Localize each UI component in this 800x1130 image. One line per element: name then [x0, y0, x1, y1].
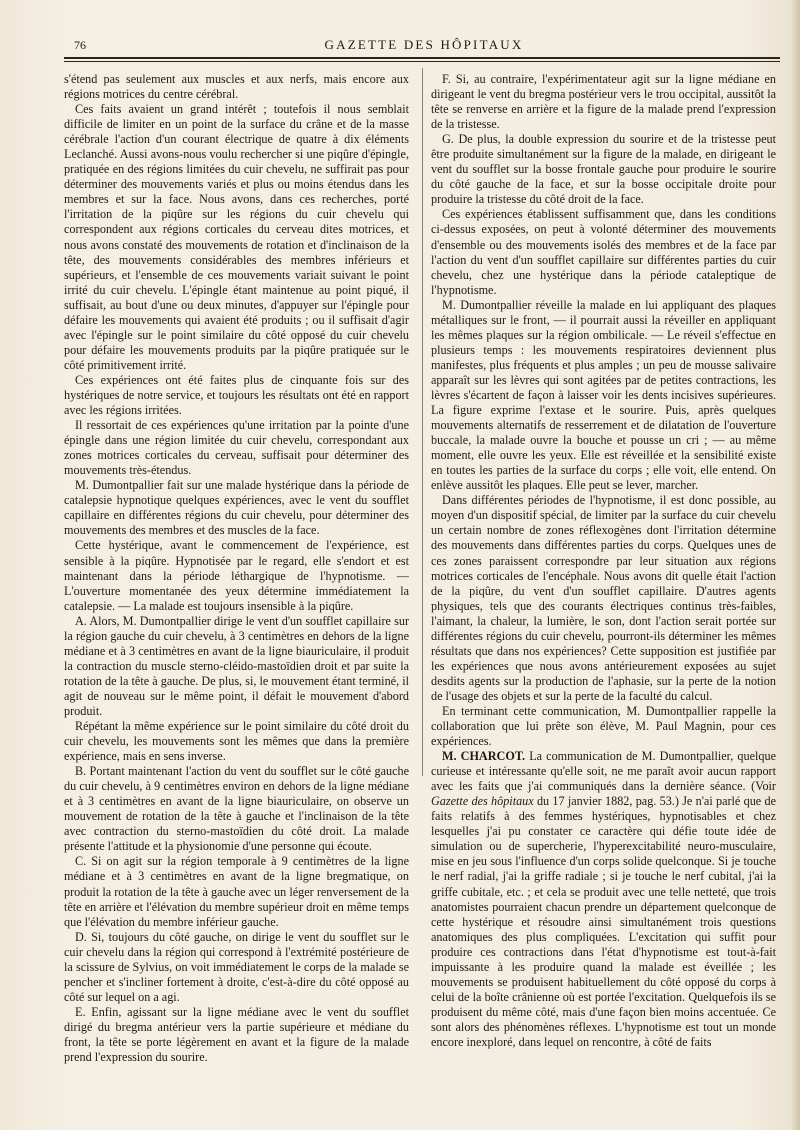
journal-reference: Gazette des hôpitaux: [431, 794, 534, 809]
paragraph: M. Dumontpallier fait sur une malade hystérique dans la période de catalepsie hypnotique quelques expériences, avec le vent du soufflet capillaire en différentes régions du cuir chevelu, pour déterminer des mouvements des membres et des muscles de la face.: [64, 478, 409, 538]
paragraph: D. Si, toujours du côté gauche, on dirige le vent du soufflet sur le cuir chevelu dans la région qui correspond à l'extrémité postérieure de la scissure de Sylvius, on voit immédiatement le corps de la malade se pencher et s'incliner fortement à droite, c'est-à-dire du côté opposé au côté sur lequel on a agi.: [64, 929, 409, 1004]
paragraph: Ces faits avaient un grand intérêt ; toutefois il nous semblait difficile de limiter en un point de la surface du crâne et de la masse cérébrale l'action d'un courant électrique de quatre à dix éléments Leclanché. Aussi avons-nous voulu rechercher si une piqûre d'épingle, pratiquée en des régions limitées du cuir chevelu, ne suffirait pas pour déterminer des mouvements variés et plus ou moins étendus dans les membres et sur la face. Nous avons, dans ces recherches, porté l'irritation de la piqûre sur les régions du cuir chevelu qui correspondent aux régions corticales du cerveau dites motrices, et nous avons constaté des mouvements de rotation et d'inclinaison de la tête, des mouvements considérables des membres inférieurs et supérieurs, et l'ensemble de ces mouvements variait suivant le point irrité du cuir chevelu. L'épingle étant maintenue au point piqué, il suffisait, au bout d'une ou deux minutes, d'appuyer sur l'épingle pour défaire les mouvements qui avaient été produits ; ou il suffisait d'agir avec l'épingle sur le point similaire du côté opposé du cuir chevelu pour défaire les mouvements produits par la piqûre pratiquée sur le côté primitivement irrité.: [64, 102, 409, 372]
right-column: [431, 72, 776, 1050]
header-rule-thick: [64, 57, 780, 59]
paragraph: Dans différentes périodes de l'hypnotisme, il est donc possible, au moyen d'un dispositif spécial, de limiter par la surface du cuir chevelu un certain nombre de zones réflexogènes dont l'irritation détermine des mouvements dans différentes parties du corps. Quelques unes de ces zones paraissent correspondre par leur situation aux régions motrices corticales de l'encéphale. Nous avons dit quelle était l'action de la piqûre, du vent d'un soufflet capillaire. D'autres agents physiques, tels que des courants électriques continus très-faibles, l'aimant, la chaleur, la lumière, le son, dont l'action serait portée sur différentes régions du cuir chevelu, pourront-ils déterminer les mêmes résultats que dans nos expériences? Cette supposition est justifiée par les expériences que nous avons antérieurement exposées au sujet desdits agents sur la production de l'aphasie, sur la perte de la notion de l'usage des objets et sur la perte de la faculté du calcul.: [431, 493, 776, 703]
paragraph: M. Dumontpallier réveille la malade en lui appliquant des plaques métalliques sur le front, — il pourrait aussi la réveiller en appliquant les mêmes plaques sur la région ombilicale. — Le réveil s'effectue en plusieurs temps : les mouvements respiratoires deviennent plus manifestes, plus fréquents et plus amples ; un peu de mousse salivaire apparaît sur les lèvres qui sont agitées par de petites contractions, les lèvres s'écartent de façon à laisser voir les dents incisives supérieures. La figure exprime l'extase et le sourire. Puis, après quelques mouvements alternatifs de resserrement et de dilatation de l'ouverture buccale, la malade ouvre la bouche et pousse un cri ; — au même moment, elle ouvre les yeux. Elle est réveillée et la sensibilité existe en toutes les parties de la surface du corps ; elle voit, elle entend. On enlève aussitôt les plaques. Elle peut se lever, marcher.: [431, 297, 776, 493]
left-column: [64, 72, 409, 1065]
paragraph: Il ressortait de ces expériences qu'une irritation par la pointe d'une épingle dans une région limitée du cuir chevelu, correspondant aux zones motrices corticales du cerveau, suffisait pour déterminer des mouvements très-étendus.: [64, 418, 409, 478]
paragraph: Répétant la même expérience sur le point similaire du côté droit du cuir chevelu, les mouvements sont les mêmes que dans la première expérience, mais en sens inverse.: [64, 719, 409, 764]
speaker-name: M. CHARCOT.: [442, 749, 526, 764]
page-header: [64, 36, 784, 58]
paragraph-text: du 17 janvier 1882, pag. 53.) Je n'ai parlé que de faits relatifs à des femmes hystériques, hypnotisables et chez lesquelles j'ai pu constater ce caractère qui défie toute idée de simulation ou de supercherie, l'hyperexcitabilité neuro-musculaire, mise en jeu sous l'influence d'un corps solide quelconque. Si je touche le nerf radial, j'ai la griffe radiale ; si je touche le nerf cubital, j'ai la griffe cubitale, etc. ; et cela se produit avec une telle netteté, que trois anatomistes pourraient chacun prendre un département quelconque de cette hystérique et résoudre ainsi simultanément trois questions anatomiques des plus compliquées. L'excitation qui suffit pour produire ces contractions dans l'état d'hypnotisme est tout-à-fait impuissante à les produire quand la malade est éveillée ; les mouvements se produisent habituellement du côté opposé du corps à celui de la boîte crânienne où est portée l'excitation. Quelquefois ils se produisent du même côté, mais d'une façon bien moins accentuée. Ce sont alors des phénomènes réflexes. L'hypnotisme est tout un monde encore inexploré, dans lequel on rencontre, à côté de faits: [431, 794, 776, 1049]
paragraph: s'étend pas seulement aux muscles et aux nerfs, mais encore aux régions motrices du centre cérébral.: [64, 72, 409, 102]
charcot-paragraph: [431, 749, 776, 1050]
paragraph: Ces expériences établissent suffisamment que, dans les conditions ci-dessus exposées, on peut à volonté déterminer des mouvements d'ensemble ou des mouvements isolés des membres et de la face par l'action du vent d'un soufflet capillaire sur différentes parties du cuir chevelu, chez une hystérique dans la période cataleptique de l'hypnotisme.: [431, 207, 776, 297]
header-rule-thin: [64, 61, 780, 62]
column-divider: [422, 68, 423, 776]
page-edge: [792, 0, 800, 1130]
paragraph: E. Enfin, agissant sur la ligne médiane avec le vent du soufflet dirigé du bregma antérieur vers la partie supérieure et médiane du front, la tête se porte légèrement en avant et la figure de la malade prend l'expression du sourire.: [64, 1004, 409, 1065]
page-number: 76: [74, 38, 86, 52]
paragraph: A. Alors, M. Dumontpallier dirige le vent d'un soufflet capillaire sur la région gauche du cuir chevelu, à 3 centimètres en dehors de la ligne médiane et à 3 centimètres en avant de la ligne biauriculaire, il produit la contraction du muscle sterno-cléido-mastoïdien droit et par suite la rotation de la tête à gauche. De plus, si, le mouvement étant terminé, il agit de nouveau sur le même point, il défait le mouvement d'abord produit.: [64, 613, 409, 718]
running-title: GAZETTE DES HÔPITAUX: [324, 37, 524, 52]
paragraph: Cette hystérique, avant le commencement de l'expérience, est sensible à la piqûre. Hypnotisée par le regard, elle s'endort et est maintenant dans la période léthargique de l'hypnotisme. — L'ouverture momentanée des yeux détermine immédiatement la catalepsie. — La malade est toujours insensible à la piqûre.: [64, 538, 409, 613]
paragraph-text: La communication de M. Dumontpallier, quelque curieuse et intéressante qu'elle soit, ne me paraît avoir aucun rapport avec les faits que j'ai communiqués dans la dernière séance. (Voir: [431, 749, 776, 794]
paragraph: Ces expériences ont été faites plus de cinquante fois sur des hystériques de notre service, et toujours les résultats ont été en rapport avec les régions irritées.: [64, 372, 409, 418]
paragraph: G. De plus, la double expression du sourire et de la tristesse peut être produite simultanément sur la figure de la malade, en dirigeant le vent du soufflet sur la bosse frontale gauche pour produire le sourire du côté gauche de la face, et sur la bosse occipitale droite pour produire la tristesse du côté droit de la face.: [431, 132, 776, 207]
paragraph: En terminant cette communication, M. Dumontpallier rappelle la collaboration que lui prête son élève, M. Paul Magnin, pour ces expériences.: [431, 703, 776, 749]
paragraph: C. Si on agit sur la région temporale à 9 centimètres de la ligne médiane et à 3 centimètres en avant de la ligne bregmatique, on produit la rotation de la tête à gauche avec un léger renversement de la tête en arrière et l'élévation du membre supérieur droit en même temps que l'élévation du membre inférieur gauche.: [64, 854, 409, 929]
paragraph: B. Portant maintenant l'action du vent du soufflet sur le côté gauche du cuir chevelu, à 9 centimètres environ en dehors de la ligne médiane et à 3 centimètres en avant de la ligne biauriculaire, on observe un mouvement de rotation de la tête à gauche et l'inclinaison de la tête avec contraction du sterno-mastoïdien du côté droit. La malade présente l'attitude et la physionomie d'une personne qui écoute.: [64, 764, 409, 854]
paragraph: F. Si, au contraire, l'expérimentateur agit sur la ligne médiane en dirigeant le vent du bregma postérieur vers le trou occipital, aussitôt la tête se renverse en arrière et la figure de la malade prend l'expression de la tristesse.: [431, 72, 776, 132]
